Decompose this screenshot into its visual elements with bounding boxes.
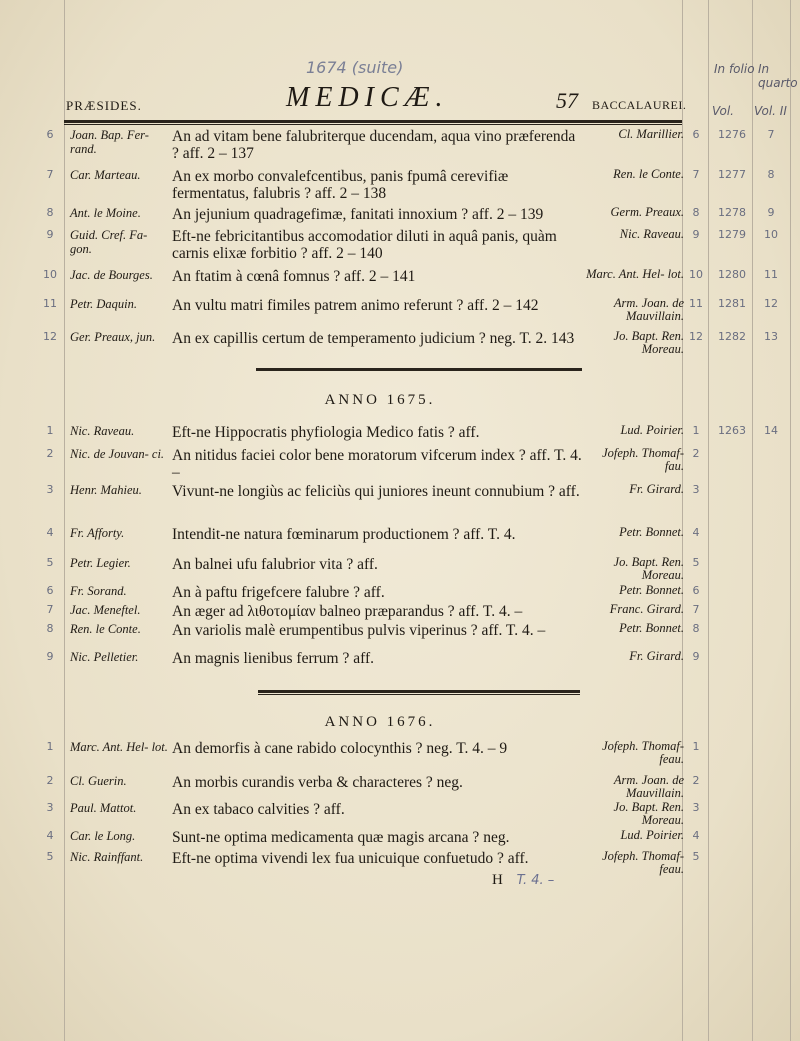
praeses-name: Petr. Legier. [70,556,131,570]
row-number: 11 [43,297,57,310]
folio-number: 5 [692,556,700,569]
row-number: 8 [46,206,54,219]
volume-number: 1280 [718,268,746,281]
praeses-name: Paul. Mattot. [70,801,137,815]
row-number: 1 [46,424,54,437]
baccalaureus-name: Franc. Girard. [609,602,684,616]
row-number: 2 [46,774,54,787]
quarto-number: 8 [767,168,775,181]
margin-head-vol: Vol. [712,104,734,118]
thesis-question: An ad vitam bene falubriterque ducendam, aqua vino præferenda ? aff. 2 – 137 [172,128,576,162]
margin-head-in-quarto: In quarto [758,62,798,90]
row-number: 4 [46,526,54,539]
volume-number: 1277 [718,168,746,181]
baccalaureus-name: Cl. Marillier. [618,127,684,141]
row-number: 4 [46,829,54,842]
folio-number: 5 [692,850,700,863]
margin-head-vol-ii: Vol. II [754,104,787,118]
praeses-name: Nic. de Jouvan- ci. [70,447,165,461]
folio-number: 10 [689,268,703,281]
folio-number: 1 [692,740,700,753]
thesis-question: Intendit-ne natura fœminarum productionem ? aff. T. 4. [172,526,516,543]
baccalaureus-name: Jofeph. Thomaf- feau. [602,739,684,766]
thesis-question: An demorfis à cane rabido colocynthis ? neg. T. 4. – 9 [172,740,508,757]
folio-number: 1 [692,424,700,437]
praeses-name: Nic. Raveau. [70,424,135,438]
thesis-question: Eft-ne febricitantibus accomodatior diluti in aquâ panis, quàm carnis elixæ forbitio ? aff. 2 – 140 [172,228,557,262]
praeses-name: Nic. Rainffant. [70,850,144,864]
praeses-name: Petr. Daquin. [70,297,138,311]
folio-number: 12 [689,330,703,343]
section-rule-1675-thin [258,694,580,695]
quarto-number: 7 [767,128,775,141]
heading-anno-1675: ANNO 1675. [324,392,436,408]
row-number: 9 [46,228,54,241]
folio-number: 6 [692,128,700,141]
page-number: 57 [556,88,578,113]
folio-number: 2 [692,447,700,460]
thesis-question: An nitidus faciei color bene moratorum vifcerum index ? aff. T. 4. – [172,447,582,481]
baccalaureus-name: Petr. Bonnet. [619,525,684,539]
row-number: 5 [46,850,54,863]
folio-number: 8 [692,206,700,219]
praeses-name: Jac. Meneftel. [70,603,141,617]
praeses-name: Car. le Long. [70,829,136,843]
praeses-name: Ant. le Moine. [70,206,141,220]
praeses-name: Guid. Cref. Fa- gon. [70,228,148,256]
row-number: 6 [46,584,54,597]
pencil-footer-note: T. 4. – [516,873,555,888]
baccalaureus-name: Jo. Bapt. Ren. Moreau. [613,555,684,582]
praeses-name: Nic. Pelletier. [70,650,139,664]
thesis-question: An balnei ufu falubrior vita ? aff. [172,556,378,573]
row-number: 7 [46,168,54,181]
quarto-number: 11 [764,268,778,281]
margin-head-in-folio: In folio [714,62,755,76]
volume-number: 1282 [718,330,746,343]
volume-number: 1279 [718,228,746,241]
folio-number: 8 [692,622,700,635]
page-title: MEDICÆ. [286,82,449,113]
signature-letter: H [492,872,503,888]
folio-number: 6 [692,584,700,597]
row-number: 10 [43,268,57,281]
quarto-number: 9 [767,206,775,219]
pencil-note-suite: 1674 (suite) [306,58,404,77]
thesis-question: An ex capillis certum de temperamento judicium ? neg. T. 2. 143 [172,330,575,347]
folio-number: 7 [692,168,700,181]
baccalaureus-name: Jo. Bapt. Ren. Moreau. [613,329,684,356]
row-number: 8 [46,622,54,635]
baccalaureus-name: Jofeph. Thomaf- fau. [602,446,684,473]
thesis-question: An morbis curandis verba & characteres ? neg. [172,774,463,791]
section-rule-1674 [256,368,582,371]
baccalaureus-name: Jofeph. Thomaf- feau. [602,849,684,876]
baccalaureus-name: Petr. Bonnet. [619,583,684,597]
row-number: 3 [46,801,54,814]
volume-number: 1278 [718,206,746,219]
quarto-number: 12 [764,297,778,310]
folio-number: 4 [692,526,700,539]
folio-number: 7 [692,603,700,616]
thesis-question: An ex morbo convalefcentibus, panis fpumâ cerevifiæ fermentatus, falubris ? aff. 2 – 138 [172,168,509,202]
signature-mark [492,872,554,889]
praeses-name: Cl. Guerin. [70,774,127,788]
thesis-question: An ftatim à cœnâ fomnus ? aff. 2 – 141 [172,268,416,285]
praeses-name: Henr. Mahieu. [70,483,142,497]
praeses-name: Ren. le Conte. [70,622,141,636]
folio-number: 4 [692,829,700,842]
volume-number: 1276 [718,128,746,141]
baccalaureus-name: Nic. Raveau. [619,227,684,241]
column-head-baccalaurei: BACCALAUREI. [592,98,687,112]
baccalaureus-name: Lud. Poirier. [620,828,684,842]
row-number: 9 [46,650,54,663]
praeses-name: Car. Marteau. [70,168,141,182]
baccalaureus-name: Fr. Girard. [629,482,684,496]
praeses-name: Jac. de Bourges. [70,268,153,282]
baccalaureus-name: Jo. Bapt. Ren. Moreau. [613,800,684,827]
baccalaureus-name: Petr. Bonnet. [619,621,684,635]
folio-number: 3 [692,483,700,496]
page-header [0,78,800,122]
row-number: 3 [46,483,54,496]
thesis-question: An magnis lienibus ferrum ? aff. [172,650,375,667]
praeses-name: Ger. Preaux, jun. [70,330,156,344]
heading-anno-1676: ANNO 1676. [324,714,436,730]
row-number: 6 [46,128,54,141]
baccalaureus-name: Fr. Girard. [629,649,684,663]
baccalaureus-name: Marc. Ant. Hel- lot. [586,267,684,281]
thesis-question: An vultu matri fimiles patrem animo referunt ? aff. 2 – 142 [172,297,539,314]
volume-number: 1281 [718,297,746,310]
thesis-question: Sunt-ne optima medicamenta quæ magis arcana ? neg. [172,829,510,846]
folio-number: 2 [692,774,700,787]
baccalaureus-name: Arm. Joan. de Mauvillain. [613,773,684,800]
column-head-praesides: PRÆSIDES. [66,98,142,113]
thesis-question: Vivunt-ne longiùs ac feliciùs qui juniores ineunt connubium ? aff. [172,483,580,500]
folio-number: 3 [692,801,700,814]
section-rule-1675 [258,690,580,693]
header-rule-thin [64,124,682,125]
thesis-question: An æger ad λιθοτομίαν balneo præparandus ? aff. T. 4. – [172,603,523,620]
thesis-question: An ex tabaco calvities ? aff. [172,801,345,818]
header-rule [64,120,682,123]
baccalaureus-name: Lud. Poirier. [620,423,684,437]
quarto-number: 13 [764,330,778,343]
quarto-number: 14 [764,424,778,437]
thesis-question: An jejunium quadragefimæ, fanitati innoxium ? aff. 2 – 139 [172,206,544,223]
praeses-name: Fr. Afforty. [70,526,125,540]
row-number: 12 [43,330,57,343]
baccalaureus-name: Ren. le Conte. [613,167,684,181]
row-number: 7 [46,603,54,616]
thesis-question: An à paftu frigefcere falubre ? aff. [172,584,385,601]
folio-number: 9 [692,650,700,663]
folio-number: 9 [692,228,700,241]
baccalaureus-name: Germ. Preaux. [610,205,684,219]
thesis-question: Eft-ne Hippocratis phyfiologia Medico fatis ? aff. [172,424,480,441]
quarto-number: 10 [764,228,778,241]
row-number: 5 [46,556,54,569]
row-number: 2 [46,447,54,460]
volume-number: 1263 [718,424,746,437]
folio-number: 11 [689,297,703,310]
praeses-name: Fr. Sorand. [70,584,127,598]
thesis-question: Eft-ne optima vivendi lex fua unicuique confuetudo ? aff. [172,850,529,867]
praeses-name: Marc. Ant. Hel- lot. [70,740,168,754]
thesis-question: An variolis malè erumpentibus pulvis viperinus ? aff. T. 4. – [172,622,546,639]
praeses-name: Joan. Bap. Fer- rand. [70,128,149,156]
baccalaureus-name: Arm. Joan. de Mauvillain. [613,296,684,323]
row-number: 1 [46,740,54,753]
